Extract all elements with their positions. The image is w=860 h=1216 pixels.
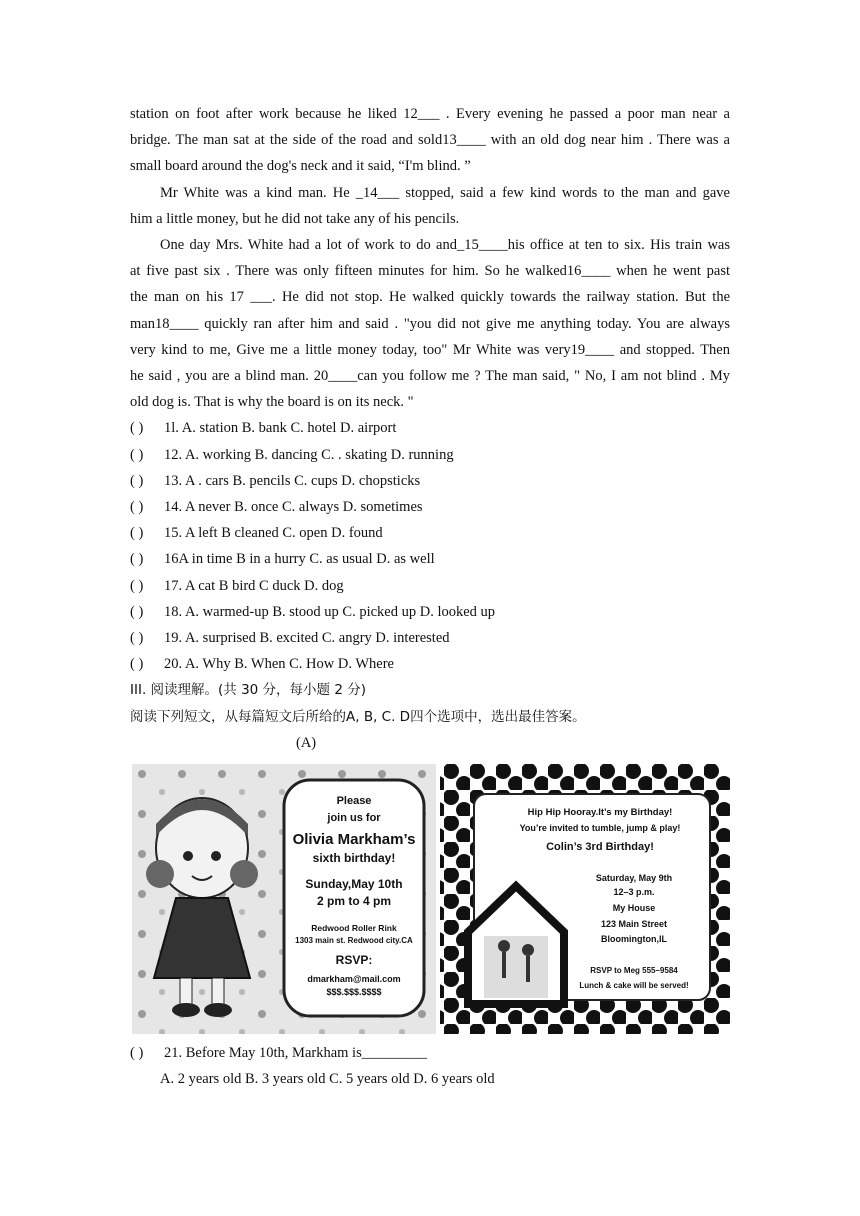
question-21	[130, 1040, 730, 1092]
cloze-passage	[130, 101, 730, 415]
olivia-line: 2 pm to 4 pm	[316, 894, 392, 908]
section-heading: III. 阅读理解。(共 30 分，每小题 2 分)	[130, 682, 366, 699]
passage-line: bridge. The man sat at the side of the road and sold13____ with an old dog near him . There was a	[130, 132, 730, 149]
answer-blank[interactable]: ( )	[130, 472, 144, 489]
olivia-line: $$$.$$$.$$$$	[326, 987, 382, 997]
passage-line: Mr White was a kind man. He _14___ stopped, said a few kind words to the man and gave	[160, 184, 730, 201]
question-item	[130, 1040, 730, 1066]
passage-line: station on foot after work because he liked 12___ . Every evening he passed a poor man near a	[130, 106, 730, 122]
question-text: 20. A. Why B. When C. How D. Where	[164, 656, 394, 673]
colin-line: Lunch & cake will be served!	[579, 981, 689, 990]
passage-line: One day Mrs. White had a lot of work to do and_15____his office at ten to six. His train was	[160, 237, 730, 254]
answer-blank[interactable]: ( )	[130, 577, 144, 594]
colin-line: Bloomington,IL	[601, 934, 667, 944]
passage-line: very kind to me, Give me a little money today, too" Mr White was very19____ and stopped. Then	[130, 341, 730, 358]
passage-line: at five past six . There was only fifteen minutes for him. So he walked16____ when he went past	[130, 263, 730, 280]
olivia-line: 1303 main st. Redwood city.CA	[295, 936, 413, 945]
passage-line: small board around the dog's neck and it said, “I'm blind. ”	[130, 158, 471, 175]
olivia-line: Please	[336, 795, 372, 807]
question-options: A. 2 years old B. 3 years old C. 5 years old D. 6 years old	[160, 1071, 495, 1088]
answer-blank[interactable]: ( )	[130, 525, 144, 542]
passage-label: (A)	[296, 734, 317, 751]
olivia-invitation-card	[132, 764, 436, 1034]
question-text: 17. A cat B bird C duck D. dog	[164, 577, 344, 594]
olivia-line: RSVP:	[335, 953, 373, 967]
answer-blank[interactable]: ( )	[130, 551, 144, 568]
question-item	[130, 494, 730, 520]
colin-line: You’re invited to tumble, jump & play!	[519, 823, 681, 833]
olivia-line: Sunday,May 10th	[305, 877, 403, 891]
passage-line: man18____ quickly ran after him and said . "you did not give me anything today. You are always	[130, 315, 730, 332]
olivia-line: join us for	[327, 812, 381, 824]
passage-line: old dog is. That is why the board is on its neck. "	[130, 394, 414, 411]
answer-blank[interactable]: ( )	[130, 420, 144, 437]
question-item	[130, 573, 730, 599]
question-text: 13. A . cars B. pencils C. cups D. chopsticks	[164, 472, 421, 489]
cloze-questions	[130, 415, 730, 677]
answer-blank[interactable]: ( )	[130, 656, 144, 673]
answer-blank[interactable]: ( )	[130, 603, 144, 620]
colin-line: Colin’s 3rd Birthday!	[546, 841, 654, 853]
question-item	[130, 520, 730, 546]
question-item	[130, 468, 730, 494]
passage-line: him a little money, but he did not take any of his pencils.	[130, 210, 460, 227]
question-text: 14. A never B. once C. always D. sometimes	[164, 499, 423, 516]
answer-blank[interactable]: ( )	[130, 1045, 144, 1061]
question-text: 21. Before May 10th, Markham is_________	[164, 1045, 427, 1061]
invitations-image	[132, 764, 730, 1034]
exam-page	[130, 101, 730, 756]
olivia-line: sixth birthday!	[312, 851, 396, 865]
answer-blank[interactable]: ( )	[130, 499, 144, 516]
olivia-line: Olivia Markham’s	[292, 831, 416, 848]
question-text: 16A in time B in a hurry C. as usual D. as well	[164, 551, 435, 568]
colin-line: My House	[612, 903, 656, 913]
colin-line: 123 Main Street	[600, 919, 668, 929]
section-instruction: 阅读下列短文，从每篇短文后所给的A, B, C. D四个选项中，选出最佳答案。	[130, 708, 586, 725]
answer-blank[interactable]: ( )	[130, 630, 144, 647]
question-item	[130, 415, 730, 441]
question-item	[130, 599, 730, 625]
question-item	[130, 442, 730, 468]
question-text: 19. A. surprised B. excited C. angry D. interested	[164, 630, 450, 647]
question-item	[130, 546, 730, 572]
question-item	[130, 625, 730, 651]
olivia-line: dmarkham@mail.com	[307, 974, 401, 984]
question-text: 15. A left B cleaned C. open D. found	[164, 525, 383, 542]
colin-line: RSVP to Meg 555–9584	[590, 966, 678, 975]
passage-line: he said , you are a blind man. 20____can you follow me ? The man said, " No, I am not blind . My	[130, 368, 730, 385]
colin-invitation-card	[440, 764, 730, 1034]
colin-line: Saturday, May 9th	[595, 873, 673, 883]
passage-line: the man on his 17 ___. He did not stop. He walked quickly towards the railway station. But the	[130, 289, 730, 306]
colin-line: Hip Hip Hooray.It’s my Birthday!	[527, 807, 673, 818]
question-text: 18. A. warmed-up B. stood up C. picked up D. looked up	[164, 603, 496, 620]
colin-line: 12–3 p.m.	[613, 887, 655, 897]
question-item	[130, 651, 730, 677]
question-text: 1l. A. station B. bank C. hotel D. airport	[164, 420, 397, 437]
olivia-line: Redwood Roller Rink	[311, 923, 397, 933]
answer-blank[interactable]: ( )	[130, 446, 144, 463]
question-text: 12. A. working B. dancing C. . skating D. running	[164, 446, 454, 463]
